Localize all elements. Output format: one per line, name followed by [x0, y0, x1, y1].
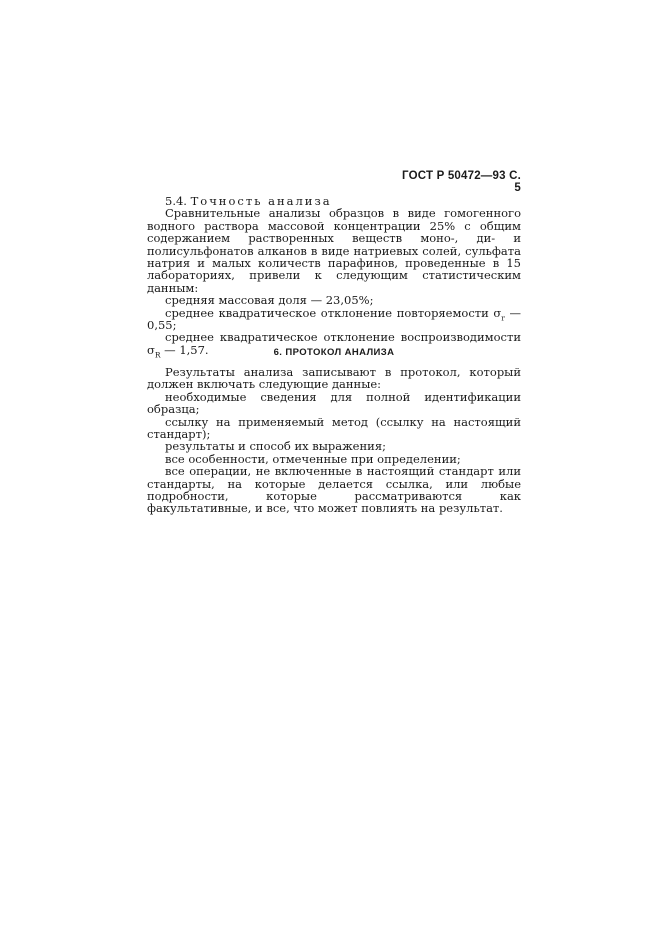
protocol-item: ссылку на применяемый метод (ссылку на настоящий стандарт);	[147, 414, 521, 442]
protocol-item: результаты и способ их выражения;	[165, 439, 386, 454]
stat-repeatability: среднее квадратическое отклонение повторяемости $\sigma_r$ — 0,55;	[147, 305, 522, 333]
running-header: ГОСТ Р 50472—93 С. 5	[402, 170, 521, 194]
protocol-item: все особенности, отмеченные при определении;	[165, 451, 461, 466]
section-6	[147, 366, 521, 515]
protocol-item: все операции, не включенные в настоящий стандарт или стандарты, на которые делается ссылка, или любые подробности, которые рассматриваются как факультативные, и все, что может повлиять на результат.	[147, 464, 521, 516]
section-5-4	[147, 194, 522, 360]
stat-reproducibility: среднее квадратическое отклонение воспроизводимости $\sigma_R$ — 1,57.	[147, 330, 521, 360]
section-6-heading: 6. ПРОТОКОЛ АНАЛИЗА	[273, 347, 395, 358]
section-number: 5.4.	[165, 194, 187, 208]
section-title: Точность анализа	[190, 194, 332, 208]
protocol-item: необходимые сведения для полной идентификации образца;	[147, 389, 521, 417]
stat-mean: средняя массовая доля — 23,05%;	[165, 293, 374, 308]
section-6-intro: Результаты анализа записывают в протокол, который должен включать следующие данные:	[147, 365, 521, 392]
section-5-4-intro: Сравнительные анализы образцов в виде гомогенного водного раствора массовой концентрации 25% с общим содержанием растворенных веществ моно-, ди- и полисульфонатов алканов в виде натриевых солей, сульфата натрия и малых количеств парафинов, проведенные в 15 лабораториях, привели к следующим статистическим данным:	[147, 206, 521, 295]
